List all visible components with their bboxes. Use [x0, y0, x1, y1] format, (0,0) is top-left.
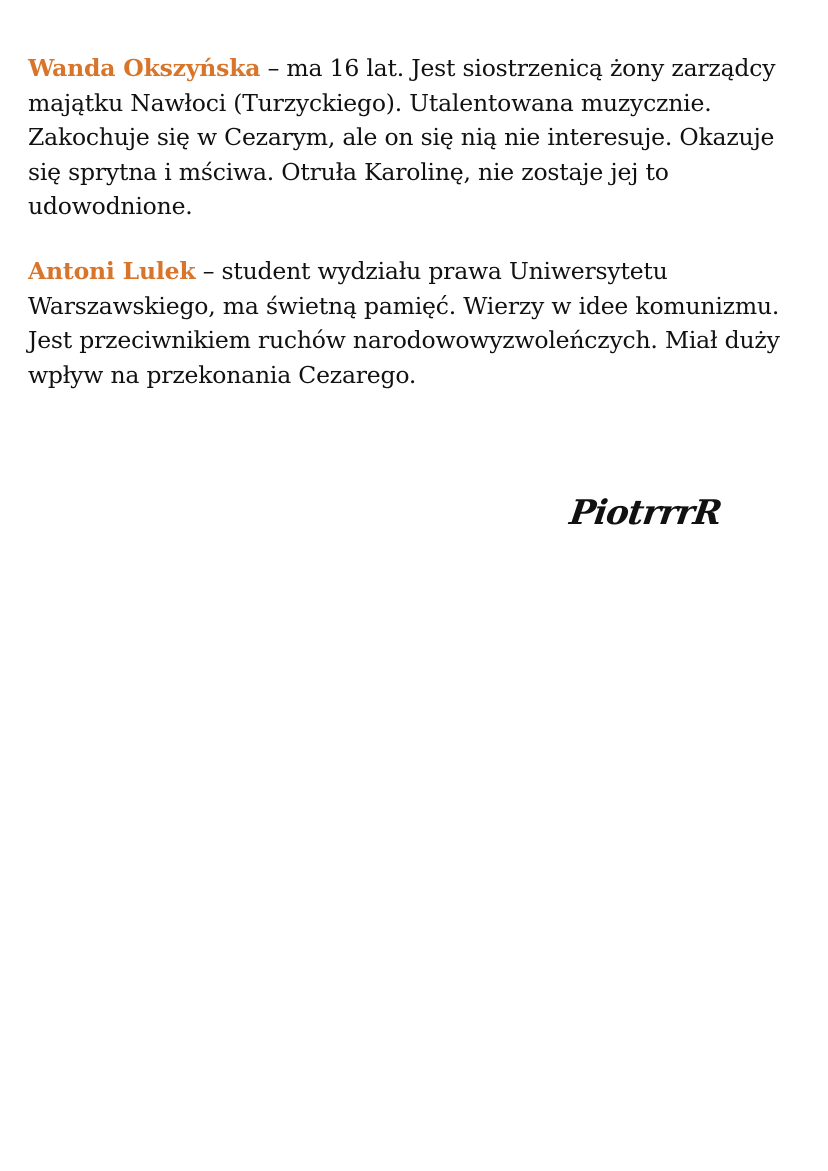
character-name-antoni: Antoni Lulek [28, 257, 196, 285]
character-entry-wanda [28, 51, 808, 224]
character-description-antoni: – student wydziału prawa Uniwersytetu Warszawskiego, ma świetną pamięć. Wierzy w idee komunizmu. Jest przeciwnikiem ruchów narodowowyzwoleńczych. Miał duży wpływ na przekonania Cezarego. [28, 257, 780, 389]
character-description-wanda: – ma 16 lat. Jest siostrzenicą żony zarządcy majątku Nawłoci (Turzyckiego). Utalentowana muzycznie. Zakochuje się w Cezarym, ale on się nią nie interesuje. Okazuje się sprytna i mściwa. Otruła Karolinę, nie zostaje jej to udowodnione. [28, 54, 776, 220]
character-entry-antoni [28, 254, 808, 392]
author-signature: PiotrrrR [567, 493, 724, 533]
character-name-wanda: Wanda Okszyńska [28, 54, 261, 82]
